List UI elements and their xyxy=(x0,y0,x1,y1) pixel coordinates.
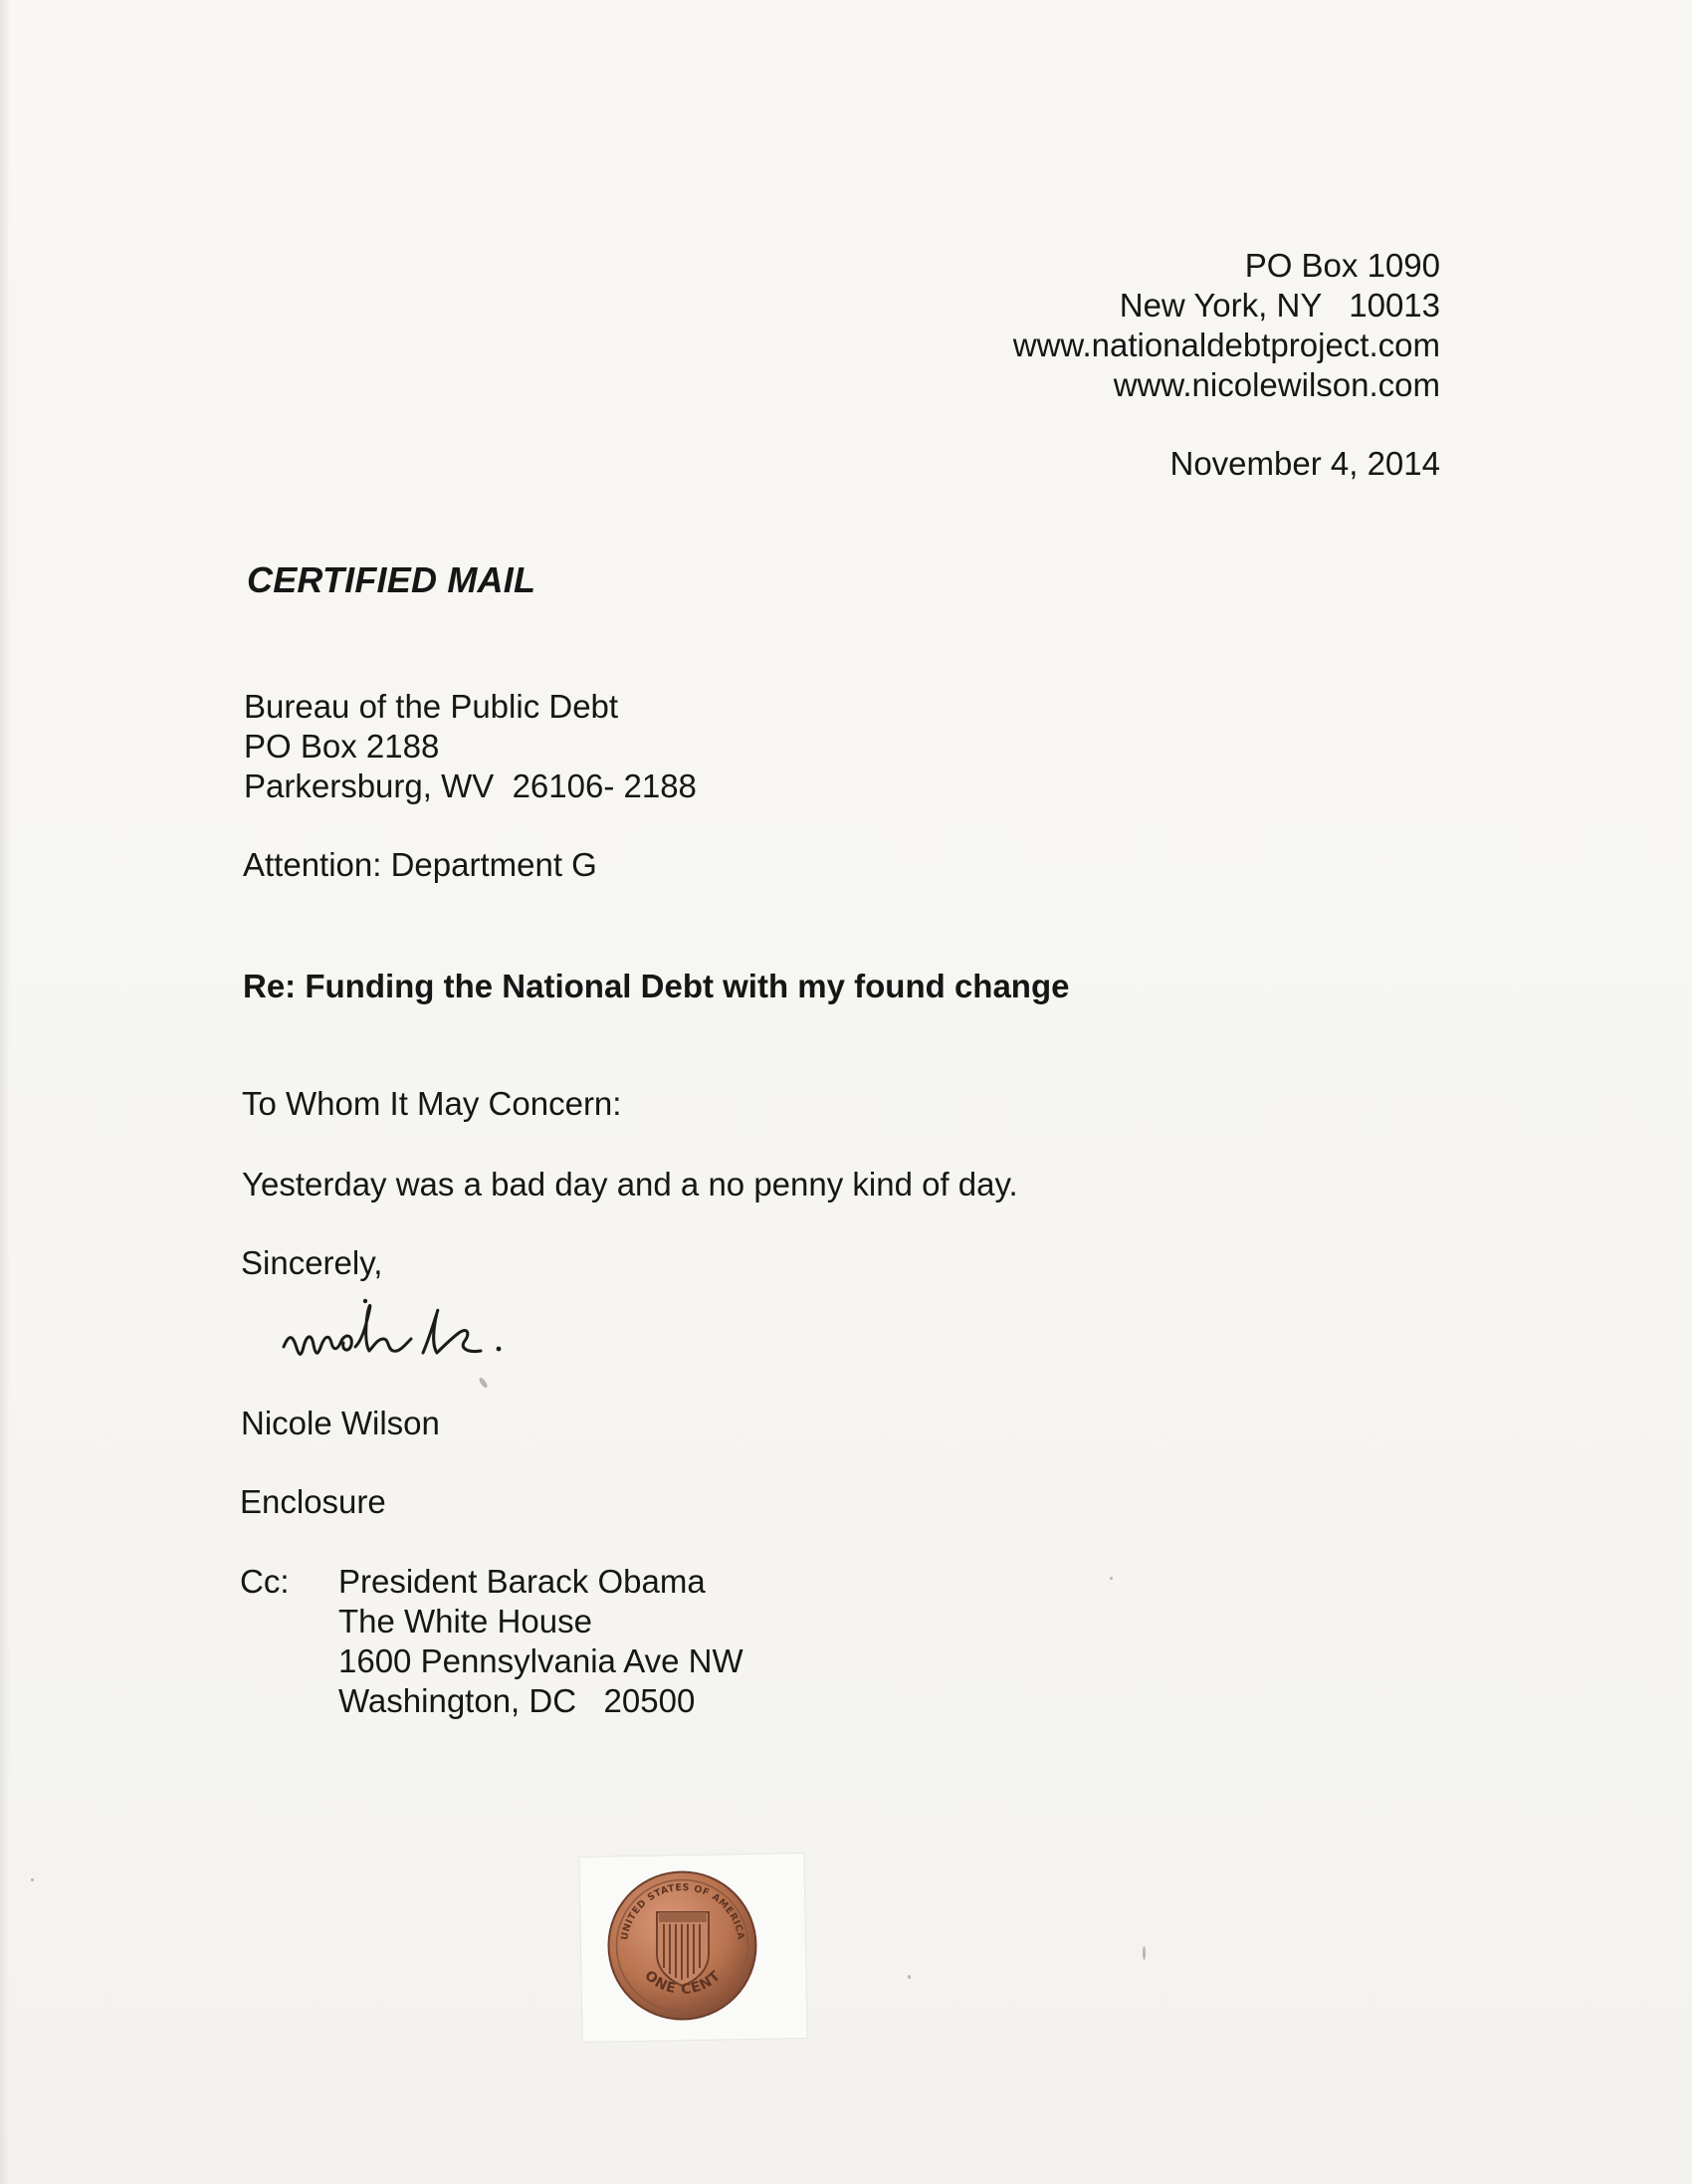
page-edge-shadow xyxy=(0,0,10,2184)
salutation: To Whom It May Concern: xyxy=(242,1085,622,1122)
paper-speck xyxy=(908,1975,911,1979)
recipient-po-box: PO Box 2188 xyxy=(244,728,440,764)
subject-line: Re: Funding the National Debt with my found change xyxy=(243,968,1070,1004)
paper-speck xyxy=(1143,1946,1146,1960)
attention-line: Attention: Department G xyxy=(243,846,597,883)
certified-mail-heading: CERTIFIED MAIL xyxy=(247,559,536,600)
coin-text-bottom: ONE CENT xyxy=(641,1967,725,1998)
paper-speck xyxy=(31,1878,34,1881)
enclosure-note: Enclosure xyxy=(240,1483,386,1520)
cc-line: President Barack Obama xyxy=(338,1563,706,1600)
sender-city-line: New York, NY 10013 xyxy=(1119,287,1440,324)
letter-date: November 4, 2014 xyxy=(1169,445,1440,482)
taped-penny xyxy=(562,1837,806,2051)
cc-label: Cc: xyxy=(240,1563,290,1600)
sender-po-box: PO Box 1090 xyxy=(1244,247,1440,284)
handwritten-signature xyxy=(274,1289,612,1379)
coin-text-top: UNITED STATES OF AMERICA xyxy=(619,1881,746,1941)
letter-body: Yesterday was a bad day and a no penny kind of day. xyxy=(242,1166,1018,1202)
paper-speck xyxy=(1110,1577,1113,1580)
cc-line: 1600 Pennsylvania Ave NW xyxy=(338,1642,743,1679)
recipient-name: Bureau of the Public Debt xyxy=(244,688,619,725)
recipient-city-line: Parkersburg, WV 26106- 2188 xyxy=(244,767,697,804)
sender-website-2: www.nicolewilson.com xyxy=(1113,366,1440,403)
signer-name: Nicole Wilson xyxy=(241,1405,440,1441)
penny-coin-image xyxy=(605,1868,759,2023)
closing: Sincerely, xyxy=(241,1244,383,1281)
sender-website-1: www.nationaldebtproject.com xyxy=(1012,327,1440,363)
cc-line: The White House xyxy=(338,1603,592,1639)
cc-line: Washington, DC 20500 xyxy=(338,1682,696,1719)
